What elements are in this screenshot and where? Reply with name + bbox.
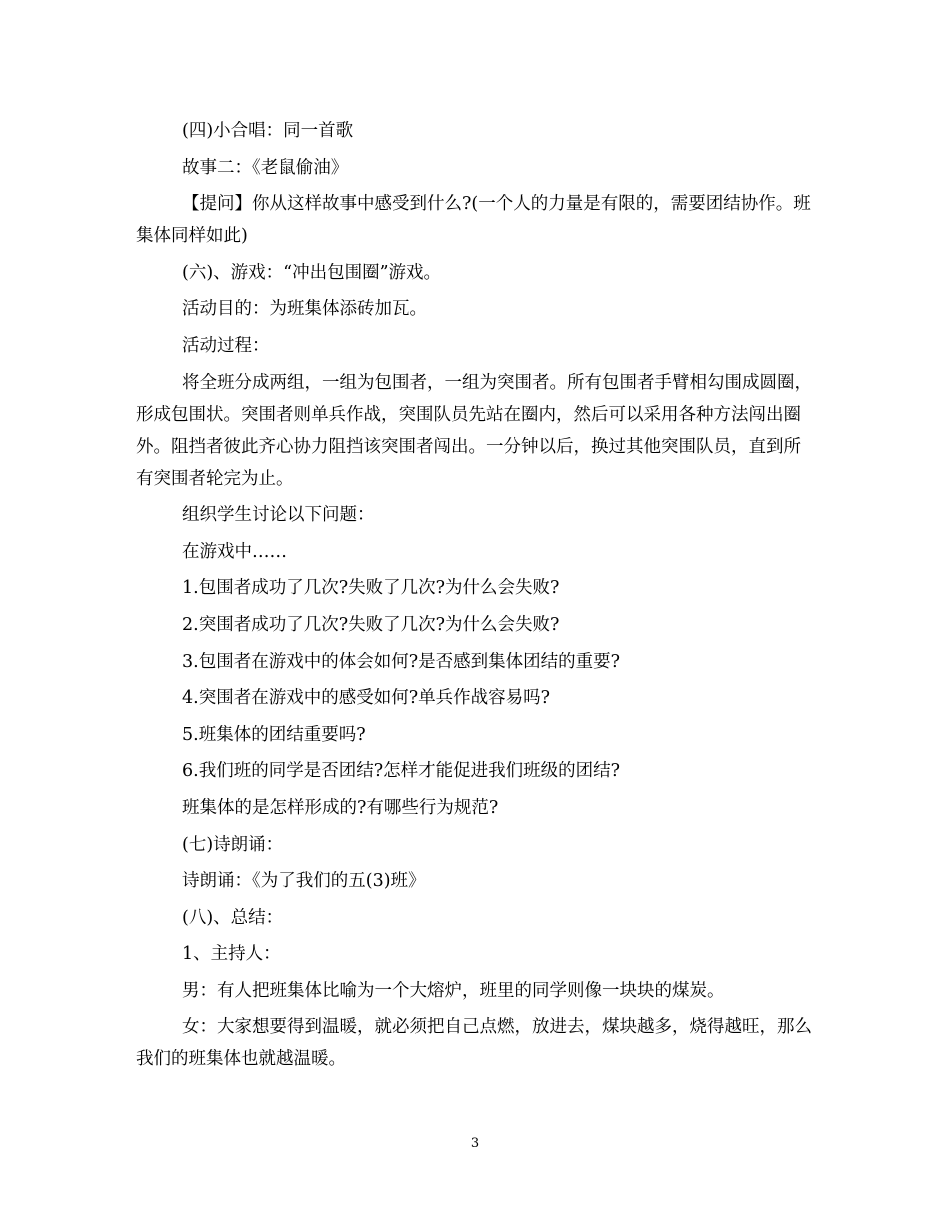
discussion-intro: 组织学生讨论以下问题： xyxy=(182,505,375,526)
discussion-context: 在游戏中…… xyxy=(182,541,287,562)
section-heading-summary: (八)、总结： xyxy=(182,907,284,928)
page-number: 3 xyxy=(470,1136,480,1151)
section-heading-chorus: (四)小合唱：同一首歌 xyxy=(182,121,354,141)
discussion-item: 5.班集体的团结重要吗? xyxy=(182,724,366,745)
page-body xyxy=(136,115,816,1080)
discussion-item: 1.包围者成功了几次?失败了几次?为什么会失败? xyxy=(182,578,560,599)
activity-goal: 活动目的：为班集体添砖加瓦。 xyxy=(182,299,427,320)
activity-process-paragraph: 将全班分成两组，一组为包围者，一组为突围者。所有包围者手臂相勾围成圆圈，形成包围状。突围者则单兵作战，突围队员先站在圈内，然后可以采用各种方法闯出圈外。阻挡者彼此齐心协力阻挡该突围者闯出。一分钟以后，换过其他突围队员，直到所有突围者轮完为止。 xyxy=(136,372,812,489)
section-heading-poem: (七)诗朗诵： xyxy=(182,834,284,855)
discussion-item: 3.包围者在游戏中的体会如何?是否感到集体团结的重要? xyxy=(182,651,620,672)
question-paragraph: 【提问】你从这样故事中感受到什么?(一个人的力量是有限的，需要团结协作。班集体同样如此) xyxy=(136,194,811,247)
discussion-item: 2.突围者成功了几次?失败了几次?为什么会失败? xyxy=(182,614,560,635)
host-female-line: 女：大家想要得到温暖，就必须把自己点燃，放进去，煤块越多，烧得越旺，那么我们的班集体也就越温暖。 xyxy=(136,1017,812,1070)
host-label: 1、主持人： xyxy=(182,944,281,965)
activity-process-label: 活动过程： xyxy=(182,335,270,356)
discussion-question: 班集体的是怎样形成的?有哪些行为规范? xyxy=(182,797,499,818)
story-title: 故事二：《老鼠偷油》 xyxy=(182,157,349,178)
host-male-line: 男：有人把班集体比喻为一个大熔炉，班里的同学则像一块块的煤炭。 xyxy=(182,980,725,1001)
discussion-item: 4.突围者在游戏中的感受如何?单兵作战容易吗? xyxy=(182,688,550,709)
poem-title: 诗朗诵：《为了我们的五(3)班》 xyxy=(182,871,426,892)
discussion-item: 6.我们班的同学是否团结?怎样才能促进我们班级的团结? xyxy=(182,761,620,782)
section-heading-game: (六)、游戏：“冲出包围圈”游戏。 xyxy=(182,262,442,283)
